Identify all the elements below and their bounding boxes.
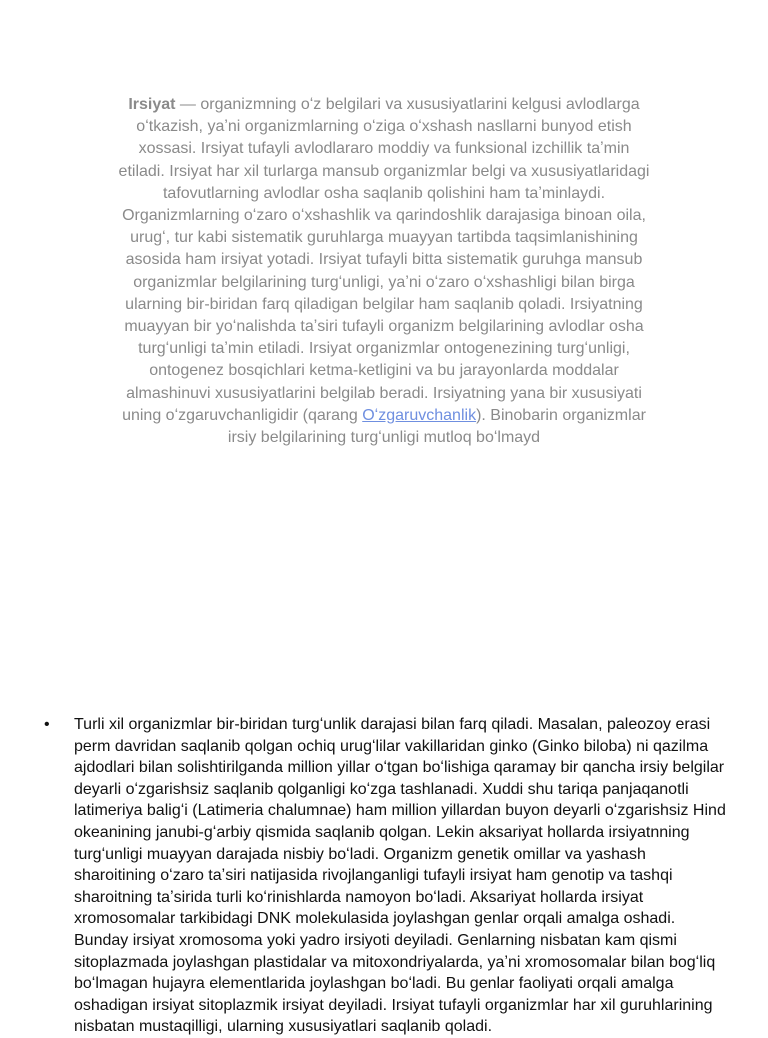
link-ozgaruvchanlik[interactable]: Oʻzgaruvchanlik (362, 406, 477, 424)
intro-paragraph (118, 94, 650, 449)
intro-text-before-link: — organizmning oʻz belgilari va xususiyatlarini kelgusi avlodlarga oʻtkazish, yaʼni organizmlarning oʻziga oʻxshash nasllarni bunyod etish xossasi. Irsiyat tufayli avlodlararo moddiy va funksional izchillik taʼmin etiladi. Irsiyat har xil turlarga mansub organizmlar belgi va xususiyatlaridagi tafovutlarning avlodlar osha saqlanib qolishini ham taʼminlaydi. Organizmlarning oʻzaro oʻxshashlik va qarindoshlik darajasiga binoan oila, urugʻ, tur kabi sistematik guruhlarga muayyan tartibda taqsimlanishining asosida ham irsiyat yotadi. Irsiyat tufayli bitta sistematik guruhga mansub organizmlar belgilarining turgʻunligi, yaʼni oʻzaro oʻxshashligi bilan birga ularning bir-biridan farq qiladigan belgilar ham saqlanib qoladi. Irsiyatning muayyan bir yoʻnalishda taʼsiri tufayli organizm belgilarining avlodlar osha turgʻunligi taʼmin etiladi. Irsiyat organizmlar ontogenezining turgʻunligi, ontogenez bosqichlari ketma-ketligini va bu jarayonlarda moddalar almashinuvi xususiyatlarini belgilab beradi. Irsiyatning yana bir xususiyati uning oʻzgaruvchanligidir (qarang (118, 96, 650, 424)
list-item-text: Turli xil organizmlar bir-biridan turgʻunlik darajasi bilan farq qiladi. Masalan, paleozoy erasi perm davridan saqlanib qolgan ochiq urugʻlilar vakillaridan ginko (Ginko biloba) ni qazilma ajdodlari bilan solishtirilganda million yillar oʻtgan boʻlishiga qaramay bir qancha irsiy belgilar deyarli oʻzgarishsiz saqlanib qolganligi koʻzga tashlanadi. Xuddi shu tariqa panjaqanotli latimeriya baligʻi (Latimeria chalumnae) ham million yillardan buyon deyarli oʻzgarishsiz Hind okeanining janubi-gʻarbiy qismida saqlanib qolgan. Lekin aksariyat hollarda irsiyatnning turgʻunligi muayyan darajada nisbiy boʻladi. Organizm genetik omillar va yashash sharoitining oʻzaro taʼsiri natijasida rivojlanganligi tufayli irsiyat ham genotip va tashqi sharoitning taʼsirida turli koʻrinishlarda namoyon boʻladi. Aksariyat hollarda irsiyat xromosomalar tarkibidagi DNK molekulasida joylashgan genlar orqali amalga oshadi. Bunday irsiyat xromosoma yoki yadro irsiyoti deyiladi. Genlarning nisbatan kam qismi sitoplazmada joylashgan plastidalar va mitoxondriyalarda, yaʼni xromosomalar bilan bogʻliq boʻlmagan hujayra elementlarida joylashgan boʻladi. Bu genlar faoliyati orqali amalga oshadigan irsiyat sitoplazmik irsiyat deyiladi. Irsiyat tufayli organizmlar har xil guruhlarining nisbatan mustaqilligi, ularning xususiyatlari saqlanib qoladi. (74, 716, 726, 1036)
bullet-marker: • (44, 716, 50, 733)
term-irsiyat: Irsiyat (128, 96, 176, 113)
list-item (40, 714, 730, 1038)
bullet-list (40, 714, 730, 1038)
intro-text-after-link: ). Binobarin organizmlar irsiy belgilarining turgʻunligi mutloq boʻlmayd (227, 406, 646, 447)
